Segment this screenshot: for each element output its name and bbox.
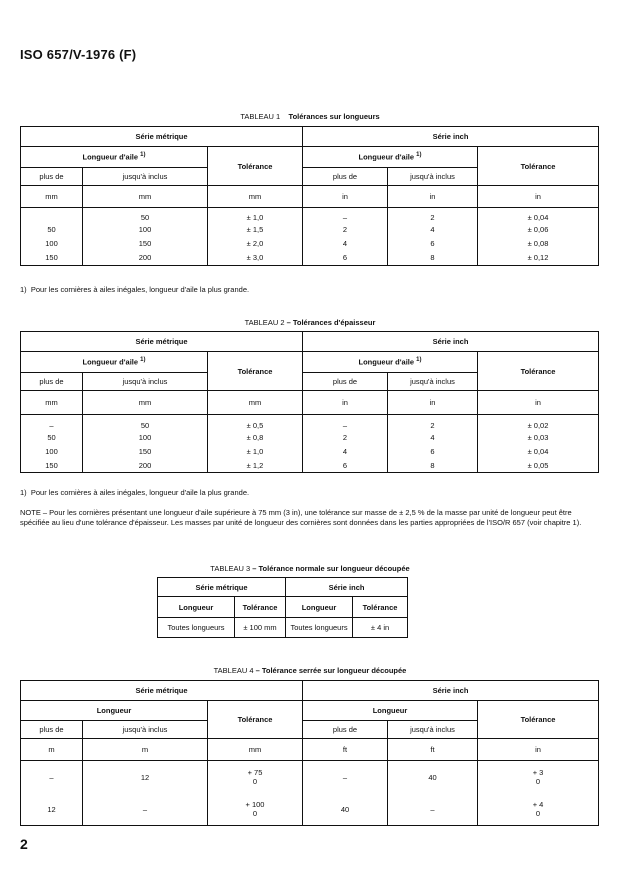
table2-caption-number: TABLEAU 2: [244, 318, 285, 327]
table4-units-row: [21, 739, 599, 761]
table1-metric-longueur: Longueur d'aile $^{1)}$: [21, 147, 208, 168]
table1-unit: mm: [83, 186, 208, 208]
table1-cell: 50: [83, 208, 208, 223]
table4: [20, 680, 599, 826]
page-number: 2: [20, 836, 28, 852]
table4-caption-number: TABLEAU 4: [213, 666, 254, 675]
table1-cell: [21, 208, 83, 223]
table1-unit: in: [303, 186, 388, 208]
table1-caption-number: TABLEAU 1: [240, 112, 281, 121]
table1-cell: ± 1,5: [208, 223, 303, 237]
table4-cell: –: [83, 794, 208, 826]
table4-metric-header: Série métrique: [21, 681, 303, 701]
table1-inch-longueur: Longueur d'aile $^{1)}$: [303, 147, 478, 168]
table1-cell: 150: [83, 237, 208, 251]
table3-metric-tolerance: Tolérance: [235, 597, 286, 618]
table4-unit: ft: [388, 739, 478, 761]
table2-inch-plus-de: plus de: [303, 373, 388, 391]
table1-cell: 8: [388, 251, 478, 266]
table2-cell: 8: [388, 459, 478, 473]
table4-unit: m: [83, 739, 208, 761]
table1-cell: 100: [21, 237, 83, 251]
table2-cell: 4: [303, 445, 388, 459]
tolerance-lower: 0: [535, 777, 541, 787]
table2-cell: 6: [303, 459, 388, 473]
table2-metric-tolerance: Tolérance: [208, 352, 303, 391]
tolerance-upper: + 4: [532, 800, 544, 810]
table1-unit: mm: [208, 186, 303, 208]
table2-footnote: 1) Pour les cornières à ailes inégales, longueur d'aile la plus grande.: [20, 488, 250, 497]
table-row: [21, 208, 599, 223]
table1-inch-jusqu: jusqu'à inclus: [388, 168, 478, 186]
table4-inch-plus-de: plus de: [303, 721, 388, 739]
table2-metric-plus-de: plus de: [21, 373, 83, 391]
tolerance-lower: 0: [252, 809, 258, 819]
table3-inch-longueur: Longueur: [286, 597, 353, 618]
note-paragraph: NOTE – Pour les cornières présentant une longueur d'aile supérieure à 75 mm (3 in), une tolérance sur masse de ± 2,5 % de la masse par unité de longueur peut être spécifiée au lieu d'une tolérance d'épaisseur. Les masses par unité de longueur des cornières sont données dans les parties appropriées de l'ISO/R 657 (voir chapitre 1).: [20, 508, 582, 527]
table3-metric-header: Série métrique: [158, 578, 286, 597]
table2-caption: [20, 318, 600, 327]
table3-cell: Toutes longueurs: [158, 618, 235, 638]
table3: [157, 577, 408, 638]
table4-metric-plus-de: plus de: [21, 721, 83, 739]
table2-unit: in: [388, 391, 478, 415]
table2-metric-header: Série métrique: [21, 332, 303, 352]
table-row: [21, 415, 599, 431]
table3-caption-title: – Tolérance normale sur longueur découpée: [252, 564, 410, 573]
table1-metric-plus-de: plus de: [21, 168, 83, 186]
table2: [20, 331, 599, 473]
table2-cell: ± 0,02: [478, 415, 599, 431]
table3-inch-header: Série inch: [286, 578, 408, 597]
table1-metric-jusqu: jusqu'à inclus: [83, 168, 208, 186]
tolerance-upper: + 3: [532, 768, 544, 778]
table1-cell: 2: [388, 208, 478, 223]
table4-cell: –: [388, 794, 478, 826]
table4-inch-tolerance: Tolérance: [478, 701, 599, 739]
table2-unit: in: [478, 391, 599, 415]
tolerance-upper: + 100: [245, 800, 265, 810]
table2-cell: 150: [21, 459, 83, 473]
table2-metric-longueur: Longueur d'aile $^{1)}$: [21, 352, 208, 373]
table3-cell: Toutes longueurs: [286, 618, 353, 638]
table4-cell: 12: [83, 761, 208, 794]
table2-inch-header: Série inch: [303, 332, 599, 352]
table-row: [21, 459, 599, 473]
tolerance-lower: 0: [252, 777, 258, 787]
table2-cell: ± 0,05: [478, 459, 599, 473]
table1-cell: ± 0,06: [478, 223, 599, 237]
table1-cell: ± 3,0: [208, 251, 303, 266]
table1-inch-plus-de: plus de: [303, 168, 388, 186]
table4-metric-jusqu: jusqu'à inclus: [83, 721, 208, 739]
table1-cell: ± 0,12: [478, 251, 599, 266]
table2-cell: 2: [388, 415, 478, 431]
table1-cell: 6: [303, 251, 388, 266]
table1-cell: 2: [303, 223, 388, 237]
table4-metric-tolerance: Tolérance: [208, 701, 303, 739]
table-row: [158, 618, 408, 638]
table4-tolerance-cell: [478, 794, 599, 826]
table1: [20, 126, 599, 266]
table4-cell: 40: [388, 761, 478, 794]
table3-caption: [20, 564, 600, 573]
table-row: [21, 445, 599, 459]
table-row: [21, 237, 599, 251]
table2-cell: ± 0,5: [208, 415, 303, 431]
table2-unit: mm: [83, 391, 208, 415]
table4-inch-longueur: Longueur: [303, 701, 478, 721]
table-row: [21, 431, 599, 445]
table3-caption-number: TABLEAU 3: [210, 564, 251, 573]
table4-caption-title: – Tolérance serrée sur longueur découpée: [255, 666, 407, 675]
table1-metric-tolerance: Tolérance: [208, 147, 303, 186]
table2-cell: –: [303, 415, 388, 431]
table2-cell: 100: [21, 445, 83, 459]
table4-tolerance-cell: [208, 794, 303, 826]
table1-cell: 150: [21, 251, 83, 266]
table2-metric-jusqu: jusqu'à inclus: [83, 373, 208, 391]
table1-cell: 200: [83, 251, 208, 266]
table4-caption: [20, 666, 600, 675]
table4-unit: ft: [303, 739, 388, 761]
table4-cell: –: [21, 761, 83, 794]
table1-cell: 50: [21, 223, 83, 237]
table-row: [21, 251, 599, 266]
table2-cell: ± 1,2: [208, 459, 303, 473]
table2-units-row: [21, 391, 599, 415]
table4-unit: m: [21, 739, 83, 761]
table1-cell: ± 0,08: [478, 237, 599, 251]
table1-unit: in: [478, 186, 599, 208]
table2-cell: –: [21, 415, 83, 431]
table1-metric-header: Série métrique: [21, 127, 303, 147]
table1-cell: 4: [388, 223, 478, 237]
table2-cell: ± 0,03: [478, 431, 599, 445]
table1-caption-title: Tolérances sur longueurs: [288, 112, 380, 121]
table4-tolerance-cell: [478, 761, 599, 794]
tolerance-upper: + 75: [247, 768, 263, 778]
table4-metric-longueur: Longueur: [21, 701, 208, 721]
table-row: [21, 794, 599, 826]
table1-footnote: 1) Pour les cornières à ailes inégales, longueur d'aile la plus grande.: [20, 285, 250, 294]
table2-cell: 100: [83, 431, 208, 445]
table2-cell: 4: [388, 431, 478, 445]
table1-cell: –: [303, 208, 388, 223]
table2-cell: 150: [83, 445, 208, 459]
table3-cell: ± 100 mm: [235, 618, 286, 638]
table4-cell: 12: [21, 794, 83, 826]
table1-cell: ± 1,0: [208, 208, 303, 223]
table2-cell: 50: [21, 431, 83, 445]
table1-unit: in: [388, 186, 478, 208]
table4-cell: 40: [303, 794, 388, 826]
table2-caption-title: – Tolérances d'épaisseur: [286, 318, 376, 327]
table1-cell: ± 0,04: [478, 208, 599, 223]
table2-inch-tolerance: Tolérance: [478, 352, 599, 391]
table2-cell: ± 1,0: [208, 445, 303, 459]
table3-metric-longueur: Longueur: [158, 597, 235, 618]
table2-cell: 200: [83, 459, 208, 473]
table2-unit: mm: [21, 391, 83, 415]
table3-cell: ± 4 in: [353, 618, 408, 638]
tolerance-lower: 0: [535, 809, 541, 819]
table4-cell: –: [303, 761, 388, 794]
table1-cell: ± 2,0: [208, 237, 303, 251]
table2-unit: mm: [208, 391, 303, 415]
table4-unit: in: [478, 739, 599, 761]
table-row: [21, 223, 599, 237]
table1-caption: [20, 112, 600, 121]
table1-cell: 6: [388, 237, 478, 251]
table1-units-row: [21, 186, 599, 208]
table-row: [21, 761, 599, 794]
table2-inch-jusqu: jusqu'à inclus: [388, 373, 478, 391]
table2-unit: in: [303, 391, 388, 415]
table2-inch-longueur: Longueur d'aile $^{1)}$: [303, 352, 478, 373]
document-header: ISO 657/V-1976 (F): [20, 47, 137, 62]
table2-cell: 6: [388, 445, 478, 459]
table2-cell: ± 0,04: [478, 445, 599, 459]
table1-cell: 100: [83, 223, 208, 237]
table1-unit: mm: [21, 186, 83, 208]
table4-inch-jusqu: jusqu'à inclus: [388, 721, 478, 739]
table1-inch-header: Série inch: [303, 127, 599, 147]
table2-cell: ± 0,8: [208, 431, 303, 445]
table3-inch-tolerance: Tolérance: [353, 597, 408, 618]
table4-unit: mm: [208, 739, 303, 761]
table1-cell: 4: [303, 237, 388, 251]
table2-cell: 50: [83, 415, 208, 431]
table4-inch-header: Série inch: [303, 681, 599, 701]
table4-tolerance-cell: [208, 761, 303, 794]
table1-inch-tolerance: Tolérance: [478, 147, 599, 186]
table2-cell: 2: [303, 431, 388, 445]
